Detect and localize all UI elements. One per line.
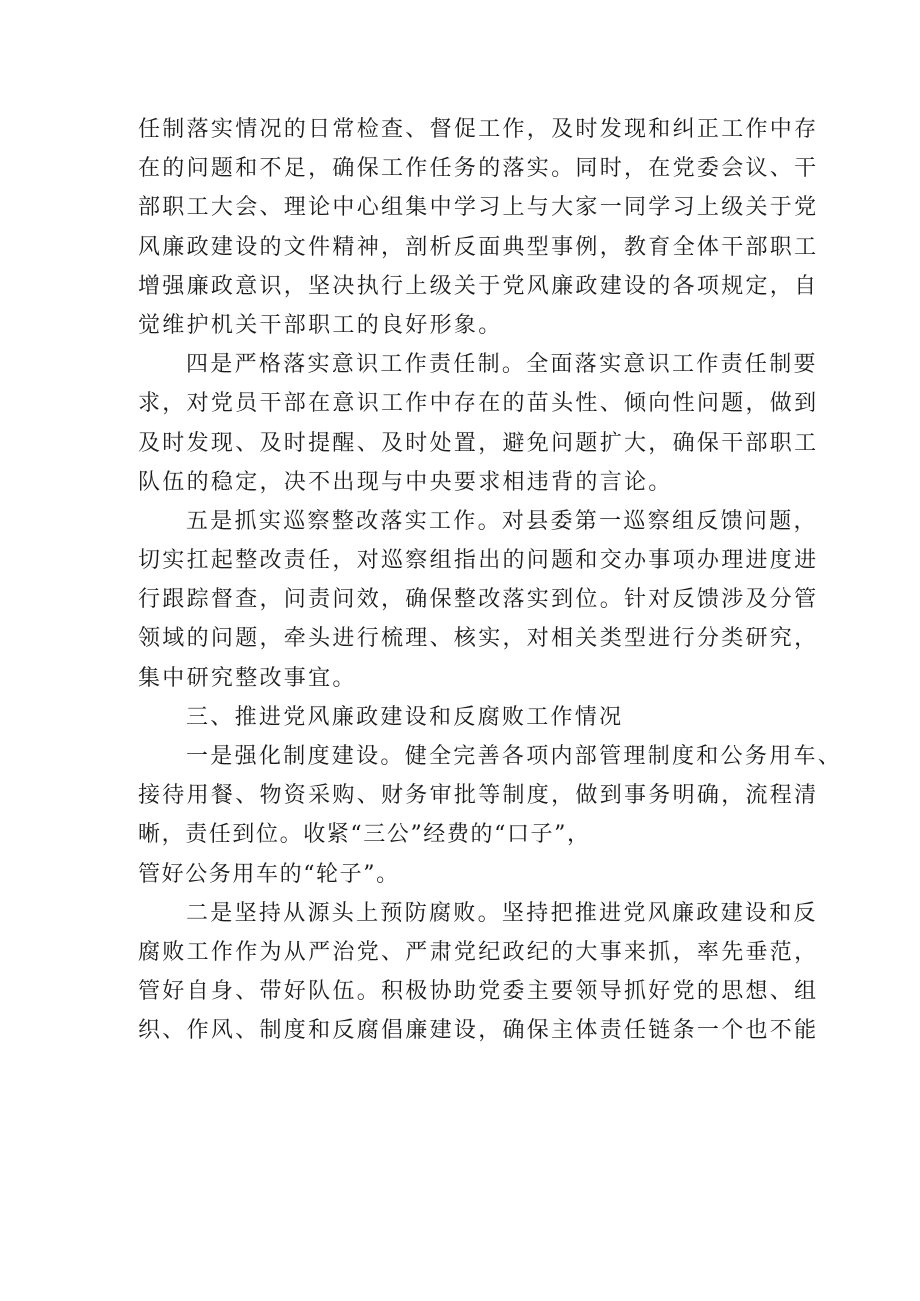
paragraph-one-start: 一是强化制度建设。健全完善各项内部管理制度和公务用车、 bbox=[186, 744, 843, 769]
text-line: 求，对党员干部在意识工作中存在的苗头性、倾向性问题，做到 bbox=[138, 391, 819, 417]
text-line: 晰，责任到位。收紧“三公”经费的“口子”， bbox=[138, 822, 591, 848]
paragraph-four-start: 四是严格落实意识工作责任制。全面落实意识工作责任制要 bbox=[186, 352, 818, 378]
text-line: 腐败工作作为从严治党、严肃党纪政纪的大事来抓，率先垂范， bbox=[138, 939, 819, 965]
text-line: 及时发现、及时提醒、及时处置，避免问题扩大，确保干部职工 bbox=[138, 430, 819, 456]
paragraph-two-start: 二是坚持从源头上预防腐败。坚持把推进党风廉政建设和反 bbox=[186, 900, 818, 926]
text-line: 增强廉政意识，坚决执行上级关于党风廉政建设的各项规定，自 bbox=[138, 273, 819, 299]
text-line: 织、作风、制度和反腐倡廉建设，确保主体责任链条一个也不能 bbox=[138, 1018, 819, 1044]
text-line: 切实扛起整改责任，对巡察组指出的问题和交办事项办理进度进 bbox=[138, 548, 819, 574]
text-line: 接待用餐、物资采购、财务审批等制度，做到事务明确，流程清 bbox=[138, 783, 819, 809]
text-line: 管好公务用车的“轮子”。 bbox=[138, 861, 400, 887]
text-line: 风廉政建设的文件精神，剖析反面典型事例，教育全体干部职工 bbox=[138, 234, 819, 260]
text-line: 部职工大会、理论中心组集中学习上与大家一同学习上级关于党 bbox=[138, 195, 819, 221]
paragraph-five-start: 五是抓实巡察整改落实工作。对县委第一巡察组反馈问题， bbox=[186, 508, 818, 534]
text-line: 管好自身、带好队伍。积极协助党委主要领导抓好党的思想、组 bbox=[138, 979, 819, 1005]
section-heading: 三、推进党风廉政建设和反腐败工作情况 bbox=[186, 704, 624, 730]
text-line: 在的问题和不足，确保工作任务的落实。同时，在党委会议、干 bbox=[138, 156, 819, 182]
text-line: 行跟踪督查，问责问效，确保整改落实到位。针对反馈涉及分管 bbox=[138, 587, 819, 613]
document-body bbox=[138, 110, 843, 1051]
text-line: 队伍的稳定，决不出现与中央要求相违背的言论。 bbox=[138, 469, 673, 495]
text-line: 任制落实情况的日常检查、督促工作，及时发现和纠正工作中存 bbox=[138, 117, 819, 142]
text-line: 集中研究整改事宜。 bbox=[138, 665, 357, 691]
text-line: 领域的问题，牵头进行梳理、核实，对相关类型进行分类研究， bbox=[138, 626, 819, 652]
text-line: 觉维护机关干部职工的良好形象。 bbox=[138, 312, 503, 338]
